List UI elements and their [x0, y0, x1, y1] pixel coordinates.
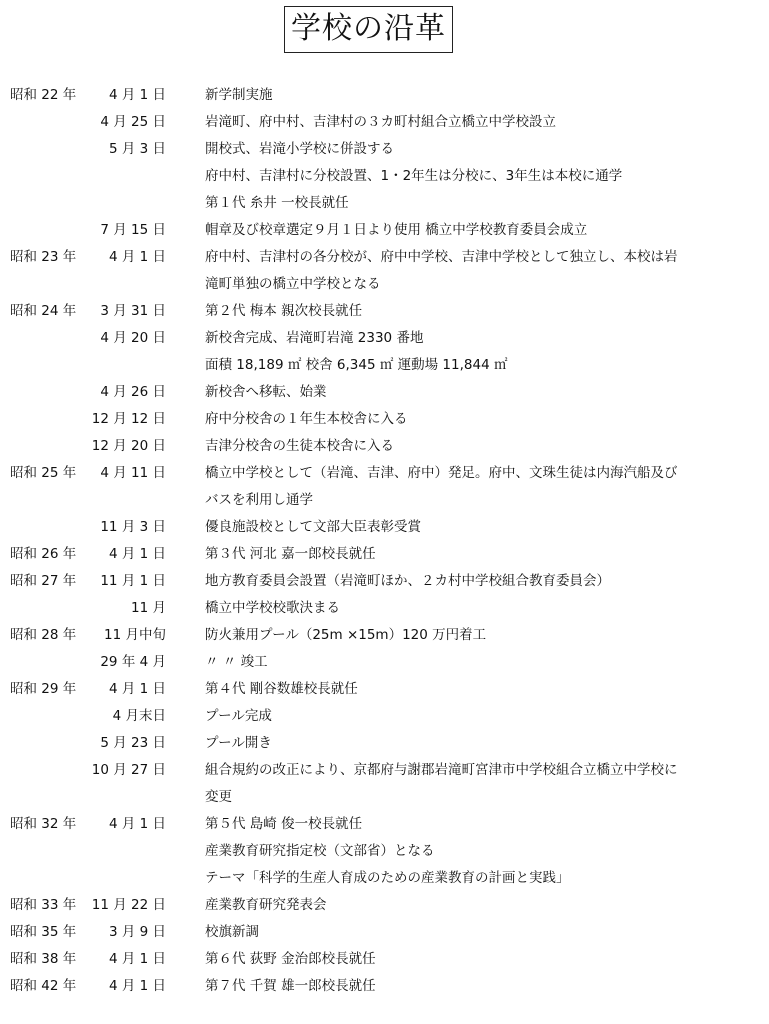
history-row	[0, 217, 769, 244]
entry-date: 11 月 22 日	[91, 897, 166, 913]
entry-date: 12 月 20 日	[91, 438, 166, 454]
entry-year: 昭和 27 年	[10, 573, 77, 589]
entry-date: 4 月 1 日	[108, 87, 166, 103]
history-row	[0, 163, 769, 190]
history-row	[0, 244, 769, 271]
entry-text: 第４代 剛谷数雄校長就任	[205, 681, 358, 697]
entry-text: 地方教育委員会設置（岩滝町ほか、２カ村中学校組合教育委員会）	[205, 573, 610, 589]
entry-text: 産業教育研究指定校（文部省）となる	[205, 843, 435, 859]
entry-text: 校旗新調	[205, 924, 259, 940]
entry-text: 組合規約の改正により、京都府与謝郡岩滝町宮津市中学校組合立橋立中学校に	[205, 762, 678, 778]
entry-text: 新校舎へ移転、始業	[205, 384, 327, 400]
entry-text: 新学制実施	[205, 87, 273, 103]
entry-year: 昭和 33 年	[10, 897, 77, 913]
entry-date: 4 月 1 日	[108, 978, 166, 994]
entry-year: 昭和 29 年	[10, 681, 77, 697]
entry-text: 第３代 河北 嘉一郎校長就任	[205, 546, 376, 562]
entry-text: プール開き	[205, 735, 272, 751]
history-row	[0, 82, 769, 109]
entry-text: 吉津分校舎の生徒本校舎に入る	[205, 438, 394, 454]
entry-text: 面積 18,189 ㎡ 校舎 6,345 ㎡ 運動場 11,844 ㎡	[205, 357, 508, 373]
entry-text: テーマ「科学的生産人育成のための産業教育の計画と実践」	[205, 870, 570, 886]
entry-text: 〃 〃 竣工	[205, 654, 268, 670]
entry-date: 4 月 1 日	[108, 816, 166, 832]
entry-text: 府中分校舎の１年生本校舎に入る	[205, 411, 408, 427]
history-row	[0, 730, 769, 757]
entry-text: 第１代 糸井 一校長就任	[205, 195, 349, 211]
entry-year: 昭和 42 年	[10, 978, 77, 994]
entry-date: 11 月中旬	[104, 627, 166, 643]
history-row	[0, 649, 769, 676]
entry-date: 11 月 3 日	[100, 519, 166, 535]
entry-date: 7 月 15 日	[100, 222, 166, 238]
entry-text: 第２代 梅本 親次校長就任	[205, 303, 363, 319]
entry-date: 3 月 31 日	[100, 303, 166, 319]
entry-text: 優良施設校として文部大臣表彰受賞	[205, 519, 421, 535]
history-row	[0, 919, 769, 946]
page-title: 学校の沿革	[284, 6, 453, 53]
history-row	[0, 757, 769, 784]
entry-date: 5 月 23 日	[100, 735, 166, 751]
entry-date: 5 月 3 日	[108, 141, 166, 157]
entry-date: 11 月	[131, 600, 166, 616]
history-row	[0, 622, 769, 649]
entry-date: 29 年 4 月	[100, 654, 166, 670]
entry-text: 変更	[205, 789, 232, 805]
entry-year: 昭和 38 年	[10, 951, 77, 967]
entry-text: 第６代 荻野 金治郎校長就任	[205, 951, 376, 967]
entry-year: 昭和 26 年	[10, 546, 77, 562]
entry-text: 帽章及び校章選定９月１日より使用 橋立中学校教育委員会成立	[205, 222, 588, 238]
history-row	[0, 352, 769, 379]
entry-date: 4 月 1 日	[108, 546, 166, 562]
history-row	[0, 892, 769, 919]
entry-date: 4 月 20 日	[100, 330, 166, 346]
history-row	[0, 379, 769, 406]
entry-text: 新校舎完成、岩滝町岩滝 2330 番地	[205, 330, 424, 346]
history-row	[0, 460, 769, 487]
entry-date: 12 月 12 日	[91, 411, 166, 427]
entry-date: 4 月 26 日	[100, 384, 166, 400]
entry-text: 府中村、吉津村の各分校が、府中中学校、吉津中学校として独立し、本校は岩	[205, 249, 678, 265]
history-row	[0, 676, 769, 703]
entry-date: 4 月 1 日	[108, 249, 166, 265]
history-row	[0, 946, 769, 973]
entry-date: 4 月 25 日	[100, 114, 166, 130]
entry-text: バスを利用し通学	[205, 492, 313, 508]
history-row	[0, 838, 769, 865]
entry-date: 3 月 9 日	[108, 924, 166, 940]
history-row	[0, 109, 769, 136]
entry-text: 橋立中学校として（岩滝、吉津、府中）発足。府中、文珠生徒は内海汽船及び	[205, 465, 678, 481]
history-row	[0, 595, 769, 622]
entry-year: 昭和 25 年	[10, 465, 77, 481]
history-row	[0, 406, 769, 433]
history-row	[0, 541, 769, 568]
history-list	[0, 82, 769, 1000]
history-row	[0, 568, 769, 595]
history-row	[0, 514, 769, 541]
entry-text: 防火兼用プール（25m ×15m）120 万円着工	[205, 627, 487, 643]
entry-date: 10 月 27 日	[91, 762, 166, 778]
entry-year: 昭和 24 年	[10, 303, 77, 319]
entry-year: 昭和 23 年	[10, 249, 77, 265]
history-row	[0, 190, 769, 217]
entry-year: 昭和 22 年	[10, 87, 77, 103]
entry-date: 4 月 1 日	[108, 951, 166, 967]
history-row	[0, 865, 769, 892]
entry-year: 昭和 32 年	[10, 816, 77, 832]
entry-text: 府中村、吉津村に分校設置、1・2年生は分校に、3年生は本校に通学	[205, 168, 623, 184]
entry-year: 昭和 35 年	[10, 924, 77, 940]
entry-text: 岩滝町、府中村、吉津村の３カ町村組合立橋立中学校設立	[205, 114, 556, 130]
entry-year: 昭和 28 年	[10, 627, 77, 643]
history-row	[0, 487, 769, 514]
history-row	[0, 298, 769, 325]
history-row	[0, 703, 769, 730]
entry-date: 11 月 1 日	[100, 573, 166, 589]
entry-date: 4 月末日	[112, 708, 166, 724]
history-row	[0, 136, 769, 163]
entry-date: 4 月 11 日	[100, 465, 166, 481]
entry-text: 滝町単独の橋立中学校となる	[205, 276, 381, 292]
entry-text: 開校式、岩滝小学校に併設する	[205, 141, 394, 157]
history-row	[0, 433, 769, 460]
history-row	[0, 325, 769, 352]
entry-text: 第７代 千賀 雄一郎校長就任	[205, 978, 376, 994]
entry-text: 産業教育研究発表会	[205, 897, 327, 913]
history-row	[0, 271, 769, 298]
entry-text: 第５代 島崎 俊一校長就任	[205, 816, 363, 832]
entry-date: 4 月 1 日	[108, 681, 166, 697]
history-row	[0, 784, 769, 811]
entry-text: 橋立中学校校歌決まる	[205, 600, 340, 616]
entry-text: プール完成	[205, 708, 272, 724]
history-row	[0, 973, 769, 1000]
title-container	[0, 6, 769, 53]
history-row	[0, 811, 769, 838]
